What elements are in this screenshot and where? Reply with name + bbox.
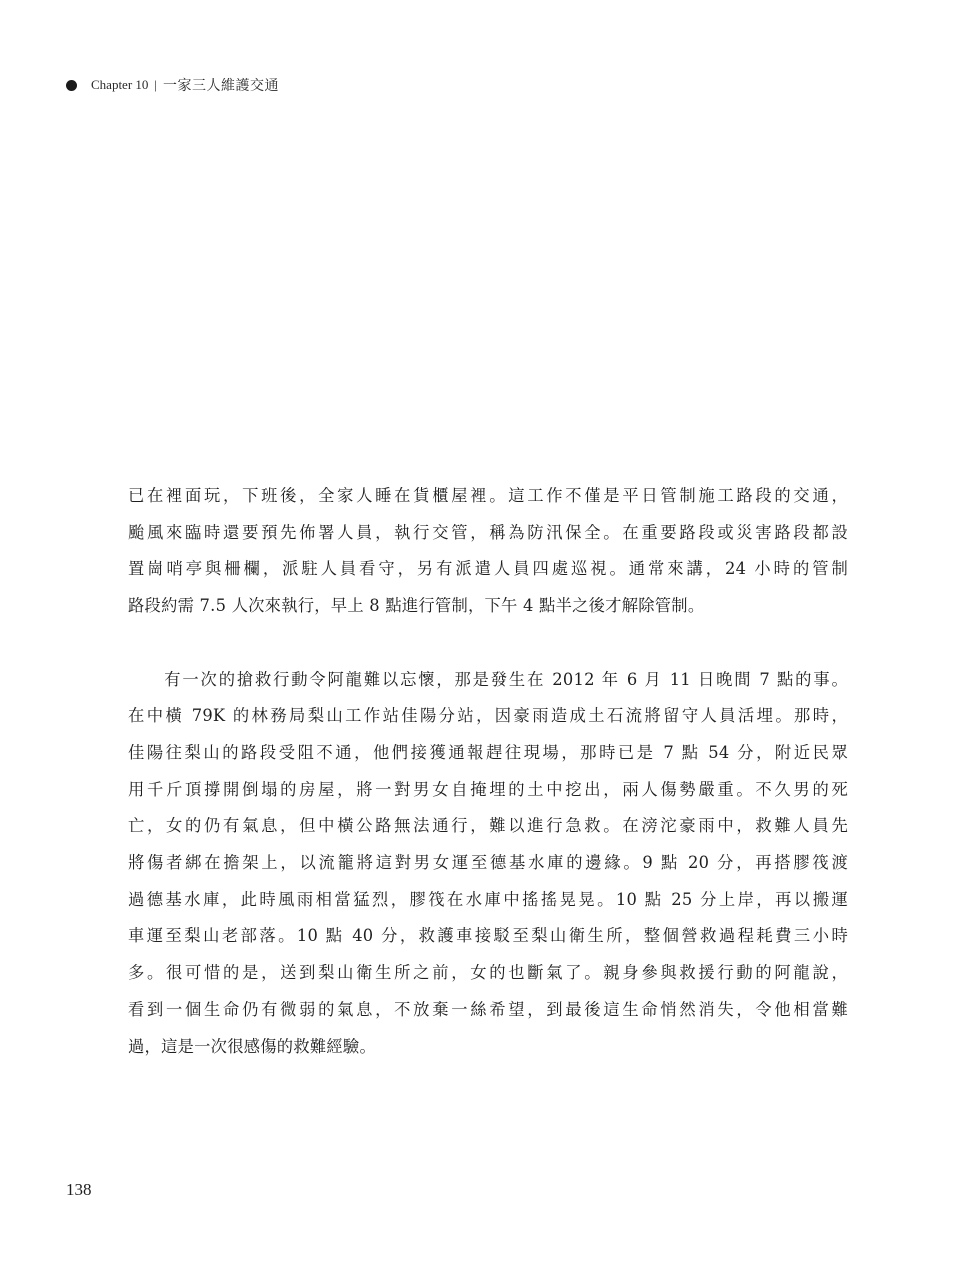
text-line: 看到一個生命仍有微弱的氣息，不放棄一絲希望，到最後這生命悄然消失，令他相當難 [128, 999, 848, 1019]
text-line: 颱風來臨時還要預先佈署人員，執行交管，稱為防汛保全。在重要路段或災害路段都設 [128, 522, 848, 542]
text-line: 路段約需 7.5 人次來執行，早上 8 點進行管制，下午 4 點半之後才解除管制。 [128, 596, 705, 616]
text-line: 亡，女的仍有氣息，但中橫公路無法通行，難以進行急救。在滂沱豪雨中，救難人員先 [128, 816, 848, 836]
bullet-icon [66, 80, 77, 91]
text-line: 已在裡面玩，下班後，全家人睡在貨櫃屋裡。這工作不僅是平日管制施工路段的交通， [128, 486, 848, 505]
text-line: 多。很可惜的是，送到梨山衛生所之前，女的也斷氣了。親身參與救援行動的阿龍說， [128, 963, 848, 983]
text-line: 有一次的搶救行動令阿龍難以忘懷，那是發生在 2012 年 6 月 11 日晚間 7 點的事。 [128, 669, 848, 689]
page-number: 138 [66, 1180, 92, 1199]
text-line: 在中橫 79K 的林務局梨山工作站佳陽分站，因豪雨造成土石流將留守人員活埋。那時， [128, 706, 848, 726]
text-line: 置崗哨亭與柵欄，派駐人員看守，另有派遣人員四處巡視。通常來講，24 小時的管制 [128, 559, 848, 579]
text-line: 佳陽往梨山的路段受阻不通，他們接獲通報趕往現場，那時已是 7 點 54 分，附近民眾 [128, 742, 848, 762]
text-line: 過，這是一次很感傷的救難經驗。 [128, 1036, 376, 1056]
text-line: 將傷者綁在擔架上，以流籠將這對男女運至德基水庫的邊緣。9 點 20 分，再搭膠筏渡 [128, 853, 848, 873]
paragraph-gap [128, 625, 848, 662]
text-line: 用千斤頂撐開倒塌的房屋，將一對男女自掩埋的土中挖出，兩人傷勢嚴重。不久男的死 [128, 779, 848, 799]
chapter-label: Chapter 10 [91, 77, 149, 92]
paragraph [128, 662, 848, 1066]
chapter-title: 一家三人維護交通 [163, 78, 280, 94]
running-header [66, 74, 279, 96]
paragraph [128, 478, 848, 625]
text-line: 過德基水庫，此時風雨相當猛烈，膠筏在水庫中搖搖晃晃。10 點 25 分上岸，再以搬運 [128, 889, 848, 909]
text-line: 車運至梨山老部落。10 點 40 分，救護車接駁至梨山衛生所，整個營救過程耗費三小時 [128, 926, 848, 946]
body-text [128, 478, 848, 1065]
header-separator: | [154, 77, 158, 92]
